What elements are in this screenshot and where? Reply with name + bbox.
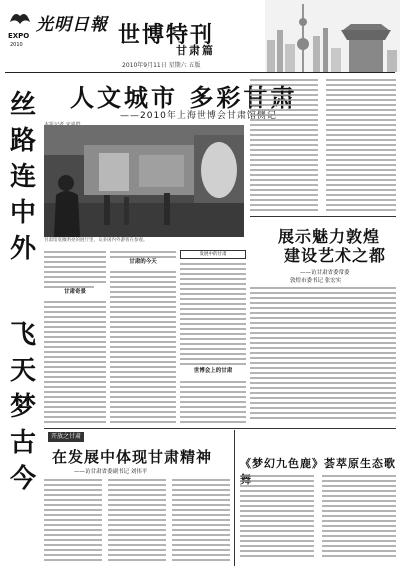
- feature-rule: [250, 216, 396, 217]
- slogan-char: 丝: [9, 90, 36, 120]
- slogan-char: 今: [9, 464, 36, 494]
- svg-text:2010: 2010: [10, 42, 23, 48]
- slogan-char: 飞: [9, 320, 36, 350]
- section-head: 甘肃奇景: [63, 289, 86, 295]
- pavilion-photo-image: [44, 125, 244, 237]
- lower-text-lines: [44, 478, 230, 566]
- feature-subtitle-line2: 敦煌市委书记 张宏实: [290, 278, 342, 284]
- right-column-text-lines: [250, 78, 396, 220]
- main-headline: 人文城市 多彩甘肃: [70, 84, 298, 112]
- slogan-char: 天: [9, 356, 36, 386]
- text-lines: [44, 250, 248, 426]
- svg-text:EXPO: EXPO: [8, 32, 30, 40]
- slogan-char: 连: [9, 162, 36, 192]
- main-subhead: ——2010年上海世博会甘肃馆侧记: [120, 111, 277, 121]
- section-head: 甘肃的今天: [129, 259, 157, 265]
- vertical-slogan-banner: [3, 90, 43, 550]
- masthead-rule: [5, 72, 395, 73]
- expo-logo-icon: [6, 8, 34, 48]
- slogan-char: 中: [9, 198, 36, 228]
- dateline: 2010年9月11日 星期六 五版: [122, 62, 201, 69]
- feature-title-line2: 建设艺术之都: [284, 246, 387, 265]
- lower-right-headline: 《梦幻九色鹿》荟萃原生态歌舞: [240, 457, 396, 486]
- lower-section-rule: [44, 428, 396, 429]
- special-edition-subtitle: 甘肃篇: [176, 44, 215, 57]
- boxed-section-head: 发展中的甘肃: [180, 250, 246, 259]
- lower-right-text-lines: [240, 474, 396, 566]
- lower-headline: 在发展中体现甘肃精神: [52, 448, 213, 466]
- slogan-char: 外: [9, 234, 36, 264]
- shanghai-skyline-illustration: [265, 0, 400, 72]
- feature-subtitle-line1: ——访甘肃省委常委: [300, 270, 350, 276]
- section-tag: 开放之甘肃: [48, 432, 84, 442]
- section-head: 世博会上的甘肃: [193, 368, 233, 375]
- slogan-char: 古: [9, 428, 36, 458]
- feature-title-line1: 展示魅力敦煌: [278, 227, 381, 246]
- lower-subhead: ——访甘肃省委副书记 刘伟平: [74, 469, 148, 475]
- slogan-char: 路: [9, 126, 36, 156]
- newspaper-name: 光明日報: [36, 15, 108, 35]
- masthead: [0, 0, 400, 72]
- lower-column-divider: [234, 430, 235, 566]
- slogan-char: 梦: [9, 392, 36, 422]
- photo-caption: 甘肃馆宽敞明亮的展厅里，众多国内外游客在参观。: [44, 238, 148, 243]
- feature-text-lines: [250, 286, 396, 426]
- special-edition-title: 世博特刊: [118, 23, 215, 48]
- pavilion-photo: [44, 125, 244, 237]
